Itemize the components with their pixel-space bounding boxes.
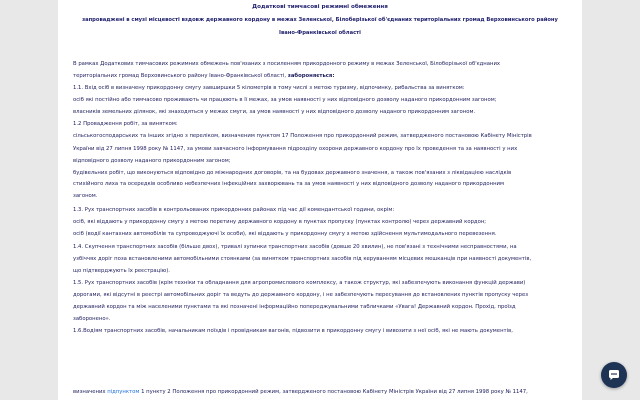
last-line-end: 1 пункту 2 Положення про прикордонний режим, затвердженого постановою Кабінету Міністрів України від 27 липня 1998 року № 1147, bbox=[139, 389, 528, 395]
document-line: що підтверджують їх реєстрацію). bbox=[73, 268, 170, 274]
chat-bubble-icon bbox=[607, 368, 621, 382]
document-line: стихійного лиха та осередків особливо небезпечних інфекційних захворювань та за умов наявності у них відповідного дозволу наданого прикордонним bbox=[73, 181, 504, 187]
document-line: будівельних робіт, що виконуються відповідно до міжнародних договорів, та на будовах державного значення, а також пов'язаних з ліквідацією наслідків bbox=[73, 170, 512, 176]
intro-line-2 bbox=[73, 73, 334, 80]
document-line: 1.4. Скупчення транспортних засобів (більше двох), тривалі зупинки транспортних засобів (довше 20 хвилин), не пов'язані з технічними несправностями, на bbox=[73, 244, 517, 250]
document-line-last bbox=[73, 389, 528, 396]
document-line: державний кордон та між населеними пунктами та які позначені інформаційно попереджувальними табличками «Увага! Державний кордон. Прохід, проїзд bbox=[73, 304, 516, 310]
document-line: 1.5. Рух транспортних засобів (крім техніки та обладнання для агропромислового комплексу, а також структур, які забезпечують виконання функцій держави) bbox=[73, 280, 526, 286]
document-line: осіб (водії кантахних автомобілів та супроводжуючі їх особи), які віддають у прикордонну смугу з метою здійснення мультимодального перевезення. bbox=[73, 231, 497, 237]
document-subtitle-line2: Івано-Франківської області bbox=[279, 30, 361, 36]
document-line: сільськогосподарських та інших згідно з переліком, визначеним пунктом 17 Положення про прикордонний режим, затвердженого постановою Кабінету Міністрів bbox=[73, 133, 532, 139]
document-line: відповідного дозволу наданого прикордонним загоном; bbox=[73, 158, 231, 164]
chat-widget-button[interactable] bbox=[601, 362, 627, 388]
document-line: України від 27 липня 1998 року № 1147, за умови завчасного інформування підрозділу охорони державного кордону про їх проведення та за наявності у них bbox=[73, 146, 518, 152]
document-line: загоном. bbox=[73, 193, 98, 199]
document-line: осіб які постійно або тимчасово проживають чи працюють в її межах, за умов наявності у них відповідного дозволу наданого прикордонним загоном; bbox=[73, 97, 497, 103]
document-line: заборонено». bbox=[73, 316, 111, 322]
document-line: 1.1. Вхід осіб в визначену прикордонну смугу завширшки 5 кілометрів в тому числі з метою туризму, відпочинку, рибальства за винятком: bbox=[73, 85, 465, 91]
document-title: Додаткові тимчасові режимні обмеження bbox=[252, 4, 388, 10]
document-page bbox=[58, 0, 582, 400]
last-line-start: визначених bbox=[73, 389, 108, 395]
intro-line-1: В рамках Додаткових тимчасових режимних обмежень пов'язаних з посиленням прикордонного режиму в межах Зеленської, Білоберізької об'єднаних bbox=[73, 61, 501, 67]
intro-text: територіальних громад Верховинського району Івано-Франківської області, bbox=[73, 73, 288, 79]
intro-forbidden-label: забороняється: bbox=[287, 73, 335, 79]
document-line: узбіччях доріг поза встановленими автомобільними стоянками (за винятком транспортних засобів під керуванням місцевих мешканців при наявності документів, bbox=[73, 256, 532, 262]
document-line: осіб, які віддають у прикордонну смугу з метою перетину державного кордону в пунктах пропуску (пунктах контролю) через державний кордон; bbox=[73, 219, 487, 225]
document-subtitle-line1: запроваджені в смузі місцевості вздовж державного кордону в межах Зеленської, Білоберізької об'єднаних територіальних громад Верховинського району bbox=[82, 17, 558, 23]
subparagraph-link[interactable]: підпунктом bbox=[107, 389, 140, 395]
document-line: 1.2 Провадження робіт, за винятком: bbox=[73, 121, 178, 127]
document-line: 1.3. Рух транспортних засобів в контрольованих прикордонних районах під час дії комендантської години, окрім: bbox=[73, 207, 395, 213]
document-line: дорогами, які відсутні в реєстрі автомобільних доріг та ведуть до державного кордону, і не забезпечують пересування до встановлених пунктів пропуску через bbox=[73, 292, 529, 298]
document-line: власників земельних ділянок, які знаходяться у межах смуги, за умов наявності у них відповідного дозволу наданого прикордонним загоном. bbox=[73, 109, 476, 115]
document-line: 1.6.Водіям транспортних засобів, начальникам поїздів і провідникам вагонів, підвозити в прикордонну смугу і вивозити з неї осіб, які не мають документів, bbox=[73, 328, 513, 334]
